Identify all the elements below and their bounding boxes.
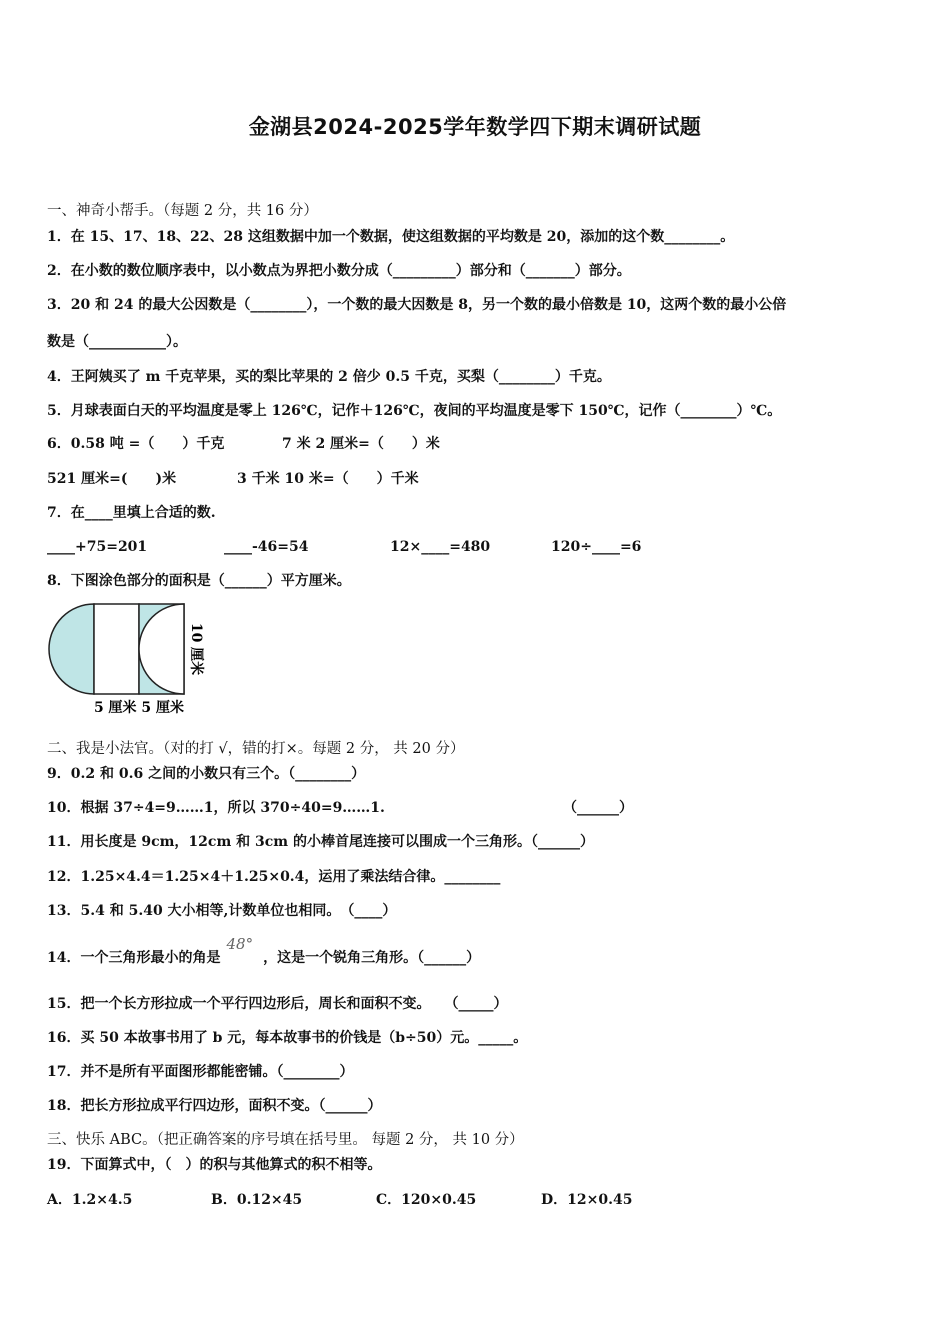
question-17: 17．并不是所有平面图形都能密铺。（________） xyxy=(47,1064,354,1080)
question-19-option-b: B．0.12×45 xyxy=(211,1192,303,1208)
question-19-option-d: D．12×0.45 xyxy=(541,1192,633,1208)
question-7-blank-d: 120÷____=6 xyxy=(551,539,642,555)
question-14-text-b: ，这是一个锐角三角形。（______） xyxy=(263,950,481,966)
question-14-text-a: 14．一个三角形最小的角是 xyxy=(47,950,221,966)
figure-side-label: 10 厘米 xyxy=(188,622,204,676)
question-19-option-a: A．1.2×4.5 xyxy=(47,1192,133,1208)
question-18: 18．把长方形拉成平行四边形，面积不变。（______） xyxy=(47,1098,382,1114)
question-2: 2．在小数的数位顺序表中，以小数点为界把小数分成（_________）部分和（_______）部分。 xyxy=(47,263,631,279)
question-14 xyxy=(47,935,481,968)
section-1-heading: 一、神奇小帮手。（每题 2 分，共 16 分） xyxy=(47,203,318,219)
question-10: 10．根据 37÷4=9……1，所以 370÷40=9……1. xyxy=(47,800,385,816)
question-7-blank-c: 12×____=480 xyxy=(390,539,491,555)
question-9: 9．0.2 和 0.6 之间的小数只有三个。（________） xyxy=(47,766,366,782)
question-15: 15．把一个长方形拉成一个平行四边形后，周长和面积不变。 （_____） xyxy=(47,996,508,1012)
question-5: 5．月球表面白天的平均温度是零上 126℃，记作＋126℃，夜间的平均温度是零下 150℃，记作（________）℃。 xyxy=(47,403,782,419)
question-7-blank-a: ____+75=201 xyxy=(47,539,148,555)
middle-rectangle xyxy=(94,604,139,694)
question-6-part-1: 6．0.58 吨 =（ ）千克 xyxy=(47,436,225,452)
question-4: 4．王阿姨买了 m 千克苹果，买的梨比苹果的 2 倍少 0.5 千克，买梨（________）千克。 xyxy=(47,369,611,385)
left-half-circle-shaded xyxy=(49,604,94,694)
figure-bottom-label: 5 厘米 5 厘米 xyxy=(93,700,185,716)
section-2-heading: 二、我是小法官。（对的打 √，错的打×。每题 2 分， 共 20 分） xyxy=(47,741,465,757)
question-3-line-1: 3．20 和 24 的最大公因数是（________），一个数的最大因数是 8，另一个数的最小倍数是 10，这两个数的最小公倍 xyxy=(47,297,787,313)
question-19-option-c: C．120×0.45 xyxy=(376,1192,477,1208)
question-8: 8．下图涂色部分的面积是（______）平方厘米。 xyxy=(47,573,351,589)
question-3-line-2: 数是（___________）。 xyxy=(47,334,187,350)
question-13: 13．5.4 和 5.40 大小相等,计数单位也相同。 （____） xyxy=(47,903,397,919)
question-6-part-2: 7 米 2 厘米=（ ）米 xyxy=(282,436,440,452)
section-3-heading: 三、快乐 ABC。（把正确答案的序号填在括号里。 每题 2 分， 共 10 分） xyxy=(47,1132,524,1148)
question-11: 11．用长度是 9cm，12cm 和 3cm 的小棒首尾连接可以围成一个三角形。（______） xyxy=(47,834,594,850)
page-title: 金湖县2024-2025学年数学四下期末调研试题 xyxy=(248,115,702,139)
question-6-part-3: 521 厘米=( )米 xyxy=(47,471,177,487)
question-19: 19．下面算式中，（ ）的积与其他算式的积不相等。 xyxy=(47,1157,382,1173)
question-10-answer: （______） xyxy=(563,800,633,816)
question-7-blank-b: ____-46=54 xyxy=(224,539,309,555)
question-6-part-4: 3 千米 10 米=（ ）千米 xyxy=(237,471,419,487)
question-14-angle: 48° xyxy=(226,935,254,953)
question-7: 7．在____里填上合适的数. xyxy=(47,505,216,521)
question-16: 16．买 50 本故事书用了 b 元，每本故事书的价钱是（b÷50）元。_____。 xyxy=(47,1030,528,1046)
question-12: 12．1.25×4.4＝1.25×4＋1.25×0.4，运用了乘法结合律。________ xyxy=(47,869,501,885)
question-8-figure xyxy=(44,600,214,722)
question-1: 1．在 15、17、18、22、28 这组数据中加一个数据，使这组数据的平均数是 20，添加的这个数________。 xyxy=(47,229,735,245)
